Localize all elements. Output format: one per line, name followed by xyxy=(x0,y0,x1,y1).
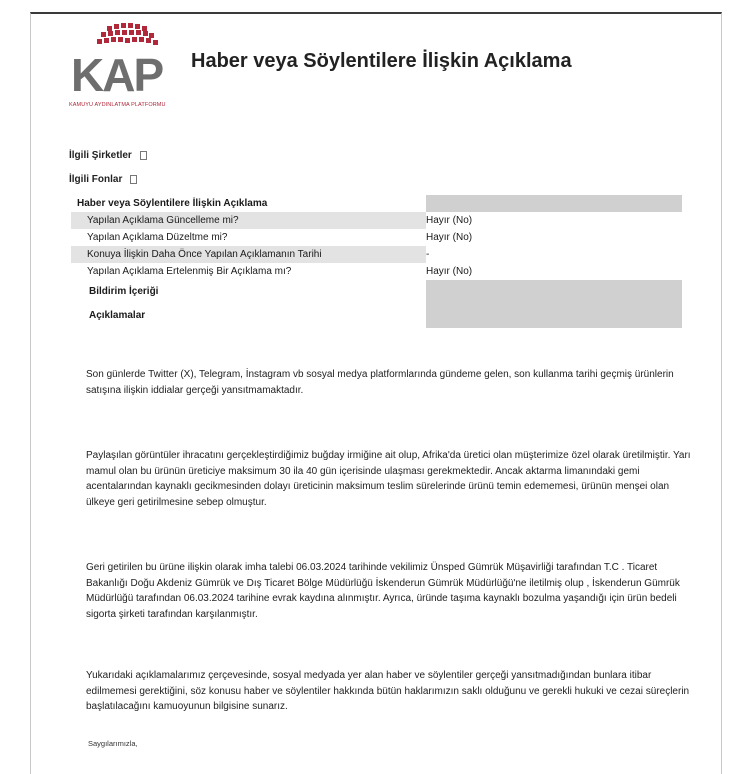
info-box-icon xyxy=(130,175,137,184)
row-value: Hayır (No) xyxy=(426,263,682,280)
paragraph-2: Paylaşılan görüntüler ihracatını gerçekleştirdiğimiz buğday irmiğine ait olup, Afrika'da üretici olan müşterimize özel olarak üretilmiştir. Yarı mamul olan bu ürünün üreticiye maksimum 30 ila 40 gün içerisinde ulaşması gerekmektedir. Ancak aktarma limanındaki gemi acentalarından kaynaklı gecikmesinden dolayı üreticinin maksimum teslim sürelerinde ürünü temin edememesi, ürünün menşei olan ülkeye geri getirilmesine sebep olmuştur. xyxy=(86,450,691,508)
paragraph-3: Geri getirilen bu ürüne ilişkin olarak imha talebi 06.03.2024 tarihinde vekilimiz Ünsped Gümrük Müşavirliği tarafından T.C . Ticaret Bakanlığı Doğu Akdeniz Gümrük ve Dış Ticaret Bölge Müdürlüğü İskenderun Gümrük Müdürlüğü'ne iletilmiş olup , İskenderun Gümrük Müdürlüğü tarafından 06.03.2024 tarihine evrak kaydına alınmıştır. Ayrıca, üründe taşıma kaynaklı bozulma yaşandığı için ürün bedeli sigorta şirketi tarafından karşılanmıştır. xyxy=(86,562,680,620)
table-row xyxy=(71,229,682,246)
table-header-label: Haber veya Söylentilere İlişkin Açıklama xyxy=(71,195,426,212)
row-value: - xyxy=(426,246,682,263)
paragraph-1: Son günlerde Twitter (X), Telegram, İnstagram vb sosyal medya platformlarında gündeme gelen, son kullanma tarihi geçmiş ürünlerin satışına ilişkin iddialar gerçeği yansıtmamaktadır. xyxy=(86,369,674,396)
row-value: Hayır (No) xyxy=(426,229,682,246)
notice-content-label: Bildirim İçeriği xyxy=(89,286,159,297)
signature-line: Saygılarımızla, xyxy=(88,739,138,748)
kap-logo xyxy=(69,22,179,114)
table-row xyxy=(71,263,682,280)
content-section-block xyxy=(71,280,682,328)
row-label: Yapılan Açıklama Düzeltme mi? xyxy=(71,229,426,246)
info-box-icon xyxy=(140,151,147,160)
content-section-labels xyxy=(71,280,426,328)
row-label: Konuya İlişkin Daha Önce Yapılan Açıklamanın Tarihi xyxy=(71,246,426,263)
table-header-row xyxy=(71,195,682,212)
logo-subtitle: KAMUYU AYDINLATMA PLATFORMU xyxy=(69,102,166,108)
related-funds-label xyxy=(69,174,137,185)
logo-wordmark: KAP xyxy=(71,49,163,101)
document-page xyxy=(30,12,722,774)
related-companies-text: İlgili Şirketler xyxy=(69,150,132,161)
related-funds-text: İlgili Fonlar xyxy=(69,174,123,185)
related-companies-label xyxy=(69,150,147,161)
table-row xyxy=(71,212,682,229)
page-title: Haber veya Söylentilere İlişkin Açıklama xyxy=(191,50,572,72)
table-row xyxy=(71,246,682,263)
disclosure-table xyxy=(71,195,682,328)
row-value: Hayır (No) xyxy=(426,212,682,229)
paragraph-4: Yukarıdaki açıklamalarımız çerçevesinde, sosyal medyada yer alan haber ve söylentiler gerçeği yansıtmadığından bunlara itibar edilmemesi gerektiğini, söz konusu haber ve söylentiler hakkında bütün haklarımızın saklı olduğunu ve gerekli hukuki ve cezai süreçlerin başlatılacağını kamuoyunun bilgisine sunarız. xyxy=(86,670,690,712)
row-label: Yapılan Açıklama Güncelleme mi? xyxy=(71,212,426,229)
explanations-label: Açıklamalar xyxy=(89,310,146,321)
row-label: Yapılan Açıklama Ertelenmiş Bir Açıklama mı? xyxy=(71,263,426,280)
content-section-value xyxy=(426,280,682,328)
table-header-value xyxy=(426,195,682,212)
